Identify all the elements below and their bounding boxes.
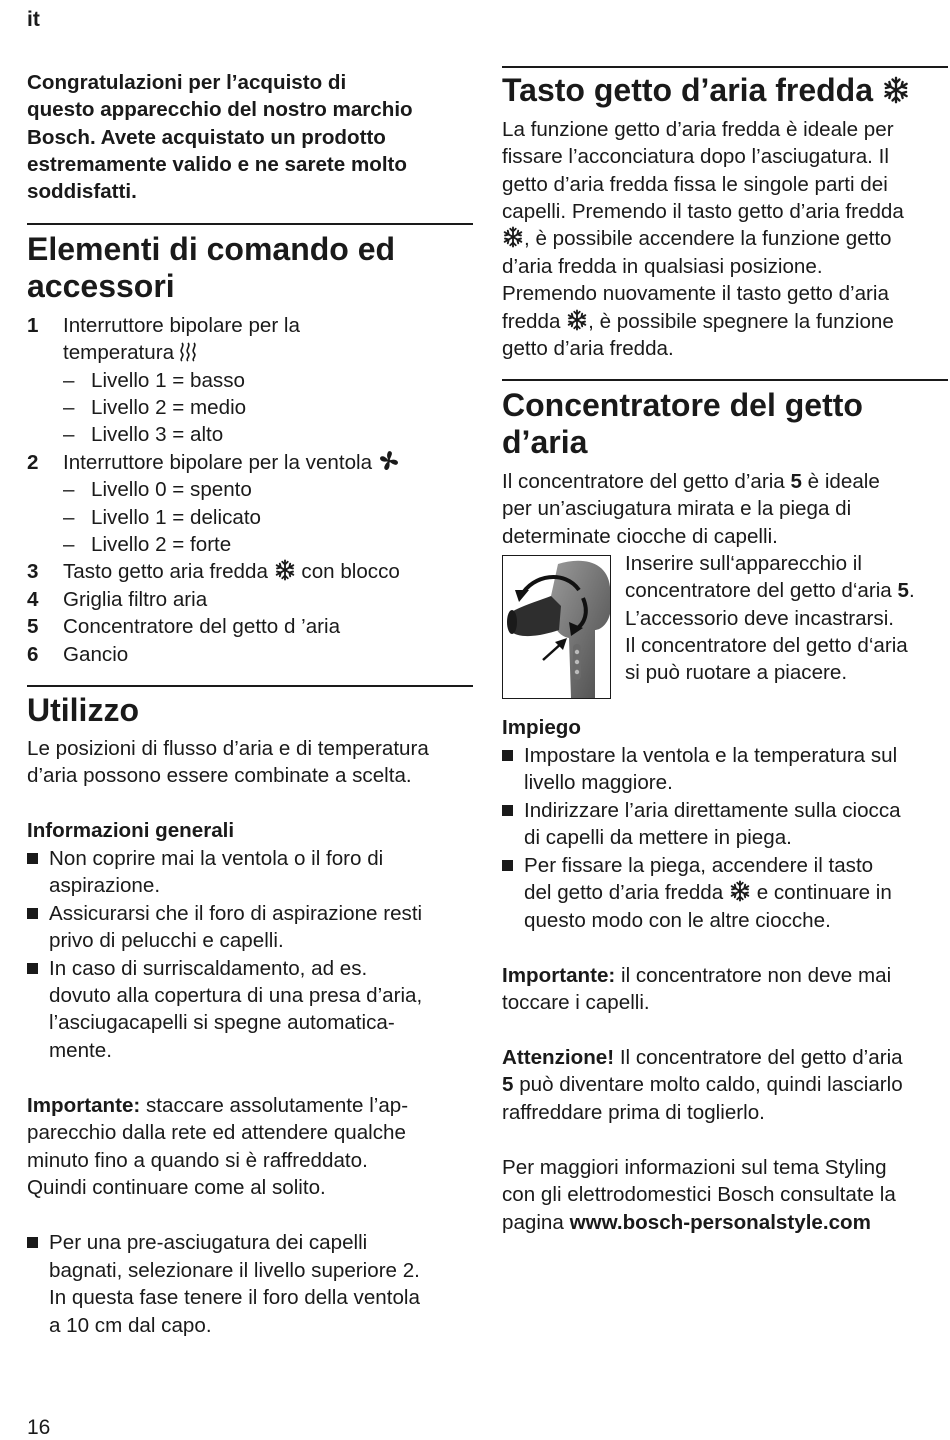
paragraph-line: Le posizioni di flusso d’aria e di temperatura <box>27 737 429 760</box>
item-number: 4 <box>27 588 39 611</box>
bullet-continuation: aspirazione. <box>49 874 161 897</box>
subheading: Impiego <box>502 716 581 739</box>
paragraph-line: La funzione getto d’aria fredda è ideale per <box>502 118 894 141</box>
bullet-item: Assicurarsi che il foro di aspirazione resti <box>27 900 422 927</box>
paragraph-line: d’aria possono essere combinate a scelta. <box>27 764 412 787</box>
heat-icon <box>180 342 196 362</box>
bullet-item: In caso di surriscaldamento, ad es. <box>27 955 367 982</box>
snowflake-icon <box>502 226 524 248</box>
item-number: 6 <box>27 643 39 666</box>
control-item-2 <box>27 449 400 476</box>
bullet-square <box>27 908 38 919</box>
item-text: Interruttore bipolare per la ventola <box>63 451 373 474</box>
bullet-continuation: bagnati, selezionare il livello superiore 2. <box>49 1259 420 1282</box>
bullet-continuation: dovuto alla copertura di una presa d’aria, <box>49 984 423 1007</box>
important-note: Importante: staccare assolutamente l’ap- <box>27 1094 409 1117</box>
controls-heading: Elementi di comando ed <box>27 231 396 267</box>
paragraph-line: Per maggiori informazioni sul tema Styling <box>502 1156 887 1179</box>
section-rule <box>502 66 948 68</box>
bullet-item: Per una pre-asciugatura dei capelli <box>27 1229 367 1256</box>
bullet-continuation: l’asciugacapelli si spegne automatica- <box>49 1011 395 1034</box>
paragraph-line: getto d’aria fredda fissa le singole parti dei <box>502 173 888 196</box>
paragraph-line: concentratore del getto d‘aria 5. <box>625 579 915 602</box>
snowflake-icon <box>274 559 296 581</box>
cold-air-heading: Tasto getto d’aria fredda <box>502 72 910 109</box>
item-text: Concentratore del getto d ’aria <box>63 615 341 638</box>
sub-item: – Livello 3 = alto <box>63 423 224 446</box>
item-text: temperatura <box>63 341 175 364</box>
bullet-square <box>502 805 513 816</box>
paragraph-line: per un’asciugatura mirata e la piega di <box>502 497 852 520</box>
sub-item: – Livello 0 = spento <box>63 478 252 501</box>
bullet-continuation: privo di pelucchi e capelli. <box>49 929 284 952</box>
item-text: Interruttore bipolare per la <box>63 314 300 337</box>
paragraph-line: Premendo nuovamente il tasto getto d’aria <box>502 282 889 305</box>
bullet-continuation: mente. <box>49 1039 112 1062</box>
sub-item: – Livello 2 = forte <box>63 533 232 556</box>
paragraph-line: Il concentratore del getto d‘aria <box>625 634 908 657</box>
bullet-item: Non coprire mai la ventola o il foro di <box>27 845 383 872</box>
section-rule <box>502 379 948 381</box>
section-rule <box>27 223 473 225</box>
control-item-1-line2 <box>63 339 196 366</box>
paragraph-line: Quindi continuare come al solito. <box>27 1176 326 1199</box>
bullet-square <box>502 750 513 761</box>
bullet-continuation: livello maggiore. <box>524 771 673 794</box>
item-number: 5 <box>27 615 39 638</box>
paragraph-line: , è possibile accendere la funzione getto <box>502 225 892 252</box>
paragraph-line: fredda , è possibile spegnere la funzione <box>502 310 894 333</box>
sub-item: – Livello 2 = medio <box>63 396 247 419</box>
subheading: Informazioni generali <box>27 819 235 842</box>
snowflake-icon <box>729 880 751 902</box>
item-number: 2 <box>27 451 39 474</box>
bullet-item: Indirizzare l’aria direttamente sulla ciocca <box>502 797 901 824</box>
intro-line: soddisfatti. <box>27 180 137 203</box>
item-text: con blocco <box>301 560 400 583</box>
paragraph-line: 5 può diventare molto caldo, quindi lasciarlo <box>502 1073 903 1096</box>
hair-dryer-illustration <box>503 556 610 698</box>
paragraph-line: con gli elettrodomestici Bosch consultate la <box>502 1183 896 1206</box>
item-text: Tasto getto aria fredda <box>63 560 268 583</box>
item-text: Griglia filtro aria <box>63 588 208 611</box>
paragraph-line: Il concentratore del getto d’aria 5 è ideale <box>502 470 880 493</box>
important-note: Importante: il concentratore non deve mai <box>502 964 892 987</box>
intro-line: Bosch. Avete acquistato un prodotto <box>27 126 386 149</box>
bullet-continuation: di capelli da mettere in piega. <box>524 826 792 849</box>
bullet-continuation: In questa fase tenere il foro della ventola <box>49 1286 420 1309</box>
paragraph-line: capelli. Premendo il tasto getto d’aria fredda <box>502 200 904 223</box>
paragraph-line: si può ruotare a piacere. <box>625 661 848 684</box>
snowflake-icon <box>566 309 588 331</box>
concentrator-illustration <box>502 555 611 699</box>
bullet-square <box>502 860 513 871</box>
paragraph-line: pagina www.bosch-personalstyle.com <box>502 1211 871 1234</box>
concentrator-heading: Concentratore del getto <box>502 387 863 423</box>
snowflake-icon <box>882 76 910 104</box>
bullet-square <box>27 963 38 974</box>
fan-icon <box>378 450 400 472</box>
item-number: 1 <box>27 314 39 337</box>
controls-heading: accessori <box>27 268 175 304</box>
bullet-continuation: questo modo con le altre ciocche. <box>524 909 831 932</box>
control-item-4 <box>27 586 207 613</box>
paragraph-line: getto d’aria fredda. <box>502 337 674 360</box>
paragraph-line: parecchio dalla rete ed attendere qualche <box>27 1121 406 1144</box>
website-link[interactable]: www.bosch-personalstyle.com <box>569 1211 871 1234</box>
control-item-6 <box>27 641 128 668</box>
paragraph-line: raffreddare prima di toglierlo. <box>502 1101 765 1124</box>
control-item-5 <box>27 613 340 640</box>
bullet-square <box>27 853 38 864</box>
item-text: Gancio <box>63 643 129 666</box>
paragraph-line: fissare l’acconciatura dopo l’asciugatura. Il <box>502 145 889 168</box>
section-rule <box>27 685 473 687</box>
concentrator-heading: d’aria <box>502 424 588 460</box>
intro-line: estremamente valido e ne sarete molto <box>27 153 407 176</box>
paragraph-line: toccare i capelli. <box>502 991 650 1014</box>
page-number: 16 <box>27 1416 51 1439</box>
bullet-item: Per fissare la piega, accendere il tasto <box>502 852 873 879</box>
intro-line: Congratulazioni per l’acquisto di <box>27 71 347 94</box>
language-code: it <box>27 8 40 31</box>
paragraph-line: d’aria fredda in qualsiasi posizione. <box>502 255 823 278</box>
paragraph-line: L’accessorio deve incastrarsi. <box>625 607 894 630</box>
bullet-continuation: a 10 cm dal capo. <box>49 1314 212 1337</box>
control-item-1 <box>27 312 300 339</box>
control-item-3 <box>27 558 400 585</box>
bullet-square <box>27 1237 38 1248</box>
utilizzo-heading: Utilizzo <box>27 692 139 728</box>
paragraph-line: Inserire sull‘apparecchio il <box>625 552 862 575</box>
bullet-item: Impostare la ventola e la temperatura sul <box>502 742 897 769</box>
sub-item: – Livello 1 = delicato <box>63 506 262 529</box>
warning-note: Attenzione! Il concentratore del getto d’aria <box>502 1046 903 1069</box>
intro-line: questo apparecchio del nostro marchio <box>27 98 413 121</box>
paragraph-line: determinate ciocche di capelli. <box>502 525 778 548</box>
paragraph-line: minuto fino a quando si è raffreddato. <box>27 1149 368 1172</box>
item-number: 3 <box>27 560 39 583</box>
bullet-continuation: del getto d’aria fredda e continuare in <box>524 881 892 904</box>
sub-item: – Livello 1 = basso <box>63 369 245 392</box>
